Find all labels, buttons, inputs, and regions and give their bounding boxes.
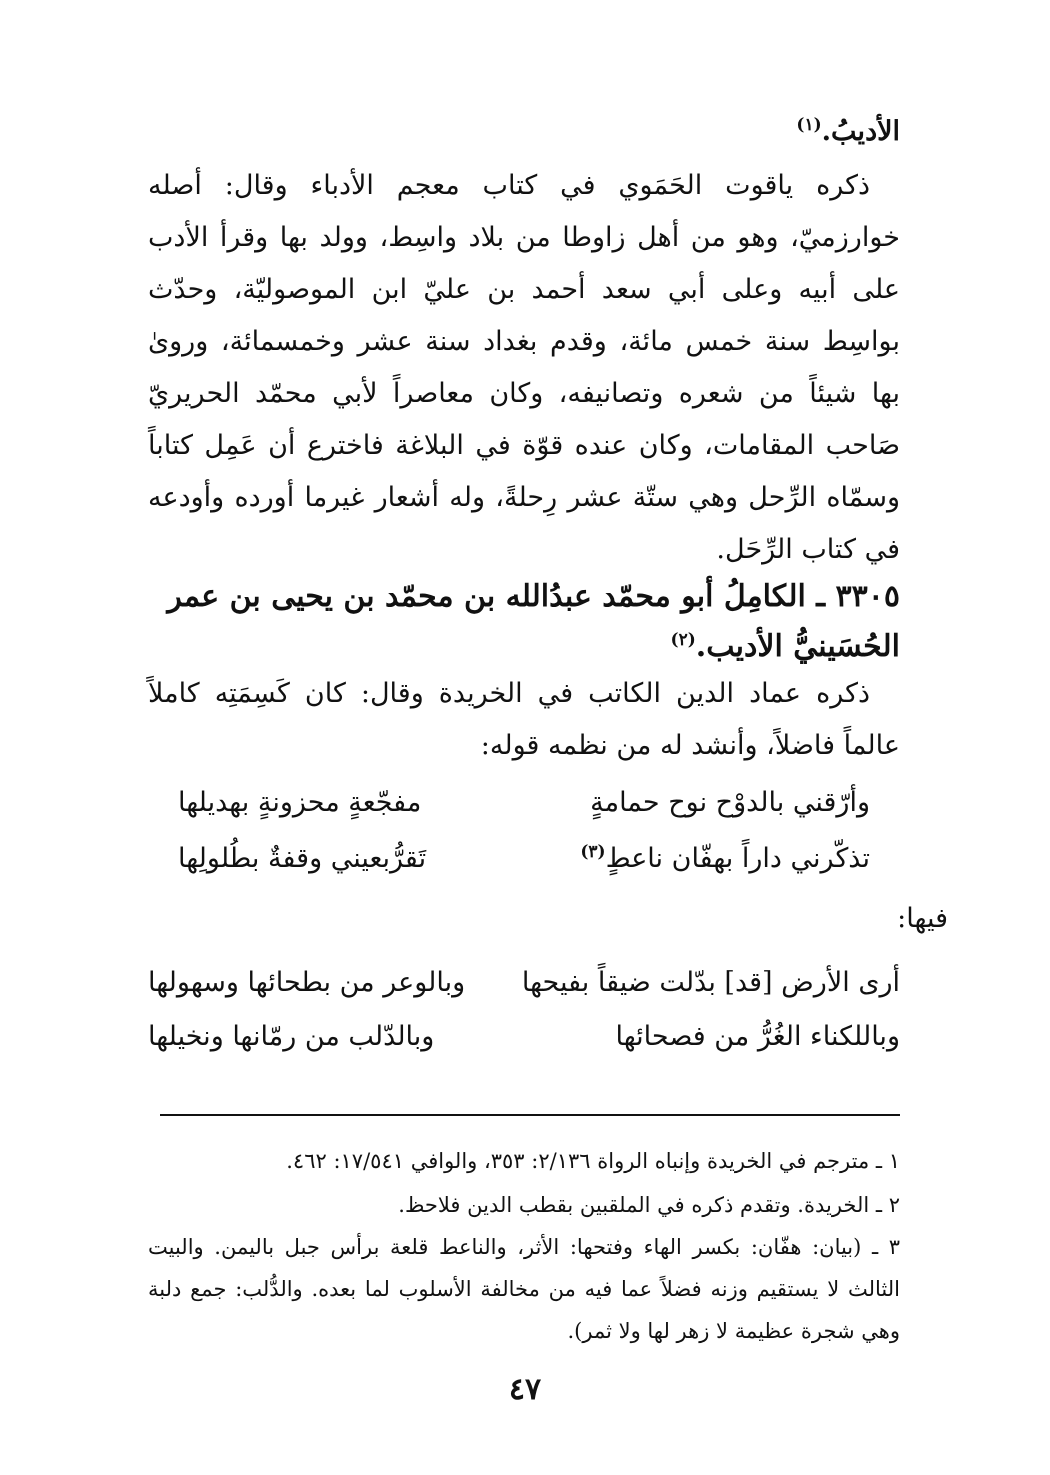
footnote-2: ٢ ـ الخريدة. وتقدم ذكره في الملقبين بقطب الدين فلاحظ. <box>398 1193 900 1217</box>
footnote-1: ١ ـ مترجم في الخريدة وإنباه الرواة ٢/١٣٦: ٣٥٣، والوافي ١٧/٥٤١: ٤٦٢. <box>286 1149 900 1173</box>
verse-line <box>148 1012 900 1062</box>
verse-first-hemistich-text: تذكّرني داراً بهفّان ناعطٍ <box>605 843 870 874</box>
verse-second-hemistich: وبالدّلب من رمّانها ونخيلها <box>148 1021 435 1052</box>
entry-heading <box>148 572 900 672</box>
footnote-ref-3[interactable]: (٣) <box>580 842 606 862</box>
page-number: ٤٧ <box>508 1372 542 1407</box>
verse-second-hemistich: مفجّعةٍ محزونةٍ بهديلها <box>178 787 422 818</box>
footnote-ref-2[interactable]: (٢) <box>670 630 696 650</box>
previous-entry-title-tail <box>148 108 900 156</box>
verse-second-hemistich: وبالوعر من بطحائها وسهولها <box>148 967 466 998</box>
verse-first-hemistich: وباللكناء الغُرُّ من فصحائها <box>615 1021 900 1052</box>
verse-line <box>148 834 900 884</box>
verse-first-hemistich: وأرّقني بالدوْح نوح حمامةٍ <box>590 787 870 818</box>
verse-first-hemistich: أرى الأرض [قد] بدّلت ضيقاً بفيحها <box>521 967 900 998</box>
previous-entry-title-text: الأديبُ. <box>821 116 900 147</box>
biography-paragraph-1: ذكره ياقوت الحَمَوي في كتاب معجم الأدباء وقال: أصله خوارزميّ، وهو من أهل زاوطا من بلاد واسِط، وولد بها وقرأ الأدب على أبيه وعلى أبي سعد أحمد بن عليّ ابن الموصوليّة، وحدّث بواسِط سنة خمس مائة، وقدم بغداد سنة عشر وخمسمائة، وروىٰ بها شيئاً من شعره وتصانيفه، وكان معاصراً لأبي محمّد الحريريّ صَاحب المقامات، وكان عنده قوّة في البلاغة فاخترع أن عَمِل كتاباً وسمّاه الرِّحل وهي ستّة عشر رِحلةً، وله أشعار غيرما أورده وأودعه في كتاب الرِّحَل. <box>148 170 900 565</box>
footnote-separator <box>160 1114 900 1116</box>
verse-line <box>148 778 900 828</box>
verse-line <box>148 958 900 1008</box>
poem-intro-label: فيها: <box>897 903 948 934</box>
entry-number: ٣٣٠٥ <box>835 579 900 614</box>
footnote-ref-1[interactable]: (١) <box>796 115 822 135</box>
verse-second-hemistich: تَقرُّبعيني وقفةٌ بطُلولِها <box>178 843 427 874</box>
verse-first-hemistich <box>580 834 870 884</box>
footnote-3: ٣ ـ (بيان: هفّان: بكسر الهاء وفتحها: الأثر، والناعط قلعة برأس جبل باليمن. والبيت الثالث لا يستقيم وزنه فضلاً عما فيه من مخالفة الأسلوب لما بعده. والدُّلب: جمع دلبة وهي شجرة عظيمة لا زهر لها ولا ثمر). <box>148 1235 900 1343</box>
entry-title-text: ـ الكامِلُ أبو محمّد عبدُالله بن محمّد بن يحيى بن عمر الحُسَينيُّ الأديب. <box>167 579 900 664</box>
biography-paragraph-2: ذكره عماد الدين الكاتب في الخريدة وقال: كان كَسِمَتِه كاملاً عالماً فاضلاً، وأنشد له من نظمه قوله: <box>148 678 900 761</box>
